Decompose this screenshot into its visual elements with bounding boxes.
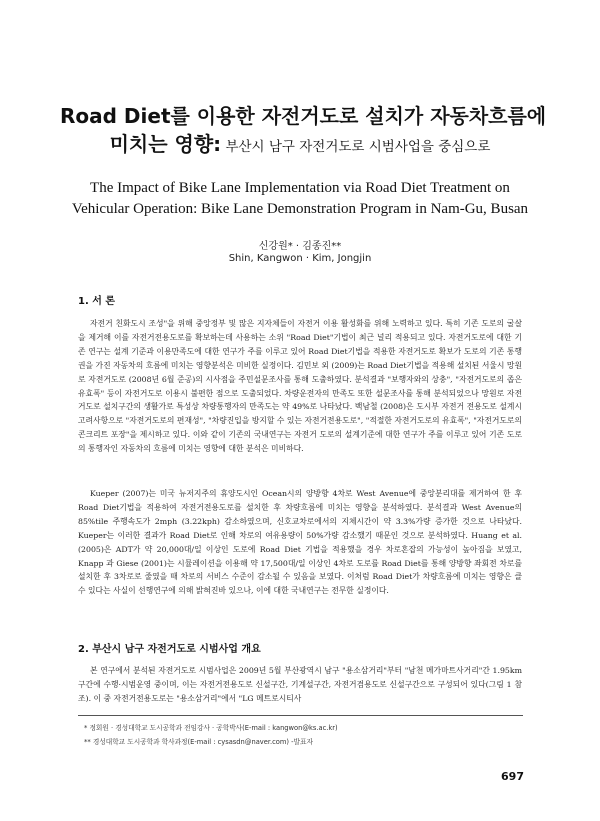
korean-title-line-2 (60, 132, 540, 159)
body-paragraph-2: Kueper (2007)는 미국 뉴저지주의 휴양도시인 Ocean시의 양방향 4차로 West Avenue에 중앙분리대를 제거하여 한 후 Road Diet기법을 적용하여 자전거전용도로를 설치한 후 차량흐름에 미치는 영향을 분석하였다. 분석결과 West Avenue의 85%tile 주행속도가 2mph (3.22kph) 감소하였으며, 신호교차로에서의 지체시간이 약 3.3%가량 증가한 것으로 나타났다. Kueper는 이러한 결과가 Road Diet로 인해 차로의 여유용량이 50%가량 감소했기 때문인 것으로 분석하였다. Huang et al. (2005)은 ADT가 약 20,000대/일 이상인 도로에 Road Diet 기법을 적용했을 경우 차로혼잡의 가능성이 높아짐을 보였고, Knapp 과 Giese (2001)는 시뮬레이션을 이용해 약 17,500대/일 이상인 4차로 도로를 Road Diet를 통해 양방향 좌회전 차로를 설치한 후 3차로로 줄였을 때 차로의 서비스 수준이 감소될 수 있음을 보였다. 이처럼 Road Diet가 차량흐름에 미치는 영향은 클 수 있다는 사실이 선행연구에 의해 밝혀진바 있으나, 이에 대한 국내연구는 전무한 실정이다. (78, 489, 522, 596)
english-title-line-1: The Impact of Bike Lane Implementation via Road Diet Treatment on (90, 180, 510, 196)
korean-title-line-1: Road Diet를 이용한 자전거도로 설치가 자동차흐름에 (60, 104, 547, 128)
footnote-author-2: ** 경성대학교 도시공학과 학사과정(E-mail : cysasdn@naver.com) -발표자 (84, 738, 313, 746)
korean-subtitle: 부산시 남구 자전거도로 시범사업을 중심으로 (221, 139, 491, 155)
korean-title-main: 미치는 영향: (109, 132, 222, 156)
author-names-english: Shin, Kangwon · Kim, Jongjin (228, 253, 372, 264)
body-paragraph-1: 자전거 친화도시 조성"을 위해 중앙정부 및 많은 지자체들이 자전거 이용 활성화를 위해 노력하고 있다. 특히 기존 도로의 굴살을 제거해 이를 자전거전용도로를 확보하는데 사용하는 소위 "Road Diet"기법이 최근 널리 적용되고 있다. 자전거도로에 대한 기존 연구는 설계 기준과 이용만족도에 대한 연구가 주를 이루고 있어 Road Diet기법을 적용한 자전거도로 확보가 도로의 기존 통행권을 가진 자동차의 흐름에 미치는 영향분석은 미비한 실정이다. 김민보 외 (2009)는 Road Diet기법을 적용해 설치된 서울시 망원로 자전거도로 (2008년 6월 준공)의 시사점을 주민설문조사를 통해 도출하였다. 분석결과 "보행자와의 상충", "자전거도로의 좁은 유효폭" 등이 자전거도로 이용시 불편한 점으로 도출되었다. 차량운전자의 만족도 또한 설문조사를 통해 분석되었으나 망원로 자전거도로 설치구간의 생활가로 특성상 차량통행자의 만족도는 약 49%로 나타났다. 백남철 (2008)은 도시부 자전거 전용도로 설계시 고려사항으로 "자전거도로의 편재성", "차량진입을 방지할 수 있는 자전거전용도로", "적절한 자전거도로의 유효폭", "자전거도로의 콘크리트 포장"을 제시하고 있다. 이와 같이 기존의 국내연구는 자전거 도로의 설계기준에 대한 연구가 주를 이루고 있어 기존 도로의 통행자인 자동차의 흐름에 미치는 영향에 대한 분석은 미비하다. (78, 319, 522, 454)
section-heading-introduction: 1. 서 론 (78, 296, 116, 307)
section-heading-program-overview: 2. 부산시 남구 자전거도로 시범사업 개요 (78, 644, 261, 655)
footnote-divider (78, 715, 523, 716)
page-number: 697 (501, 770, 524, 783)
author-names-korean: 신강원* · 김종진** (258, 241, 342, 252)
body-paragraph-3: 본 연구에서 분석된 자전거도로 시범사업은 2009년 5월 부산광역시 남구 "용소삼거리"부터 "남천 메가마트사거리"간 1.95km구간에 수행·시범운영 중이며, 이는 자전거전용도로 신설구간, 기계설구간, 자전거겸용도로 신설구간으로 구성되어 있다(그림 1 참조). 이 중 자전거전용도로는 "용소삼거리"에서 "LG 메트로시티사 (78, 666, 522, 703)
english-title-line-2: Vehicular Operation: Bike Lane Demonstration Program in Nam-Gu, Busan (71, 201, 529, 217)
footnote-author-1: * 정회원 · 경성대학교 도시공학과 전임강사 · 공학박사(E-mail : kangwon@ks.ac.kr) (84, 724, 338, 732)
